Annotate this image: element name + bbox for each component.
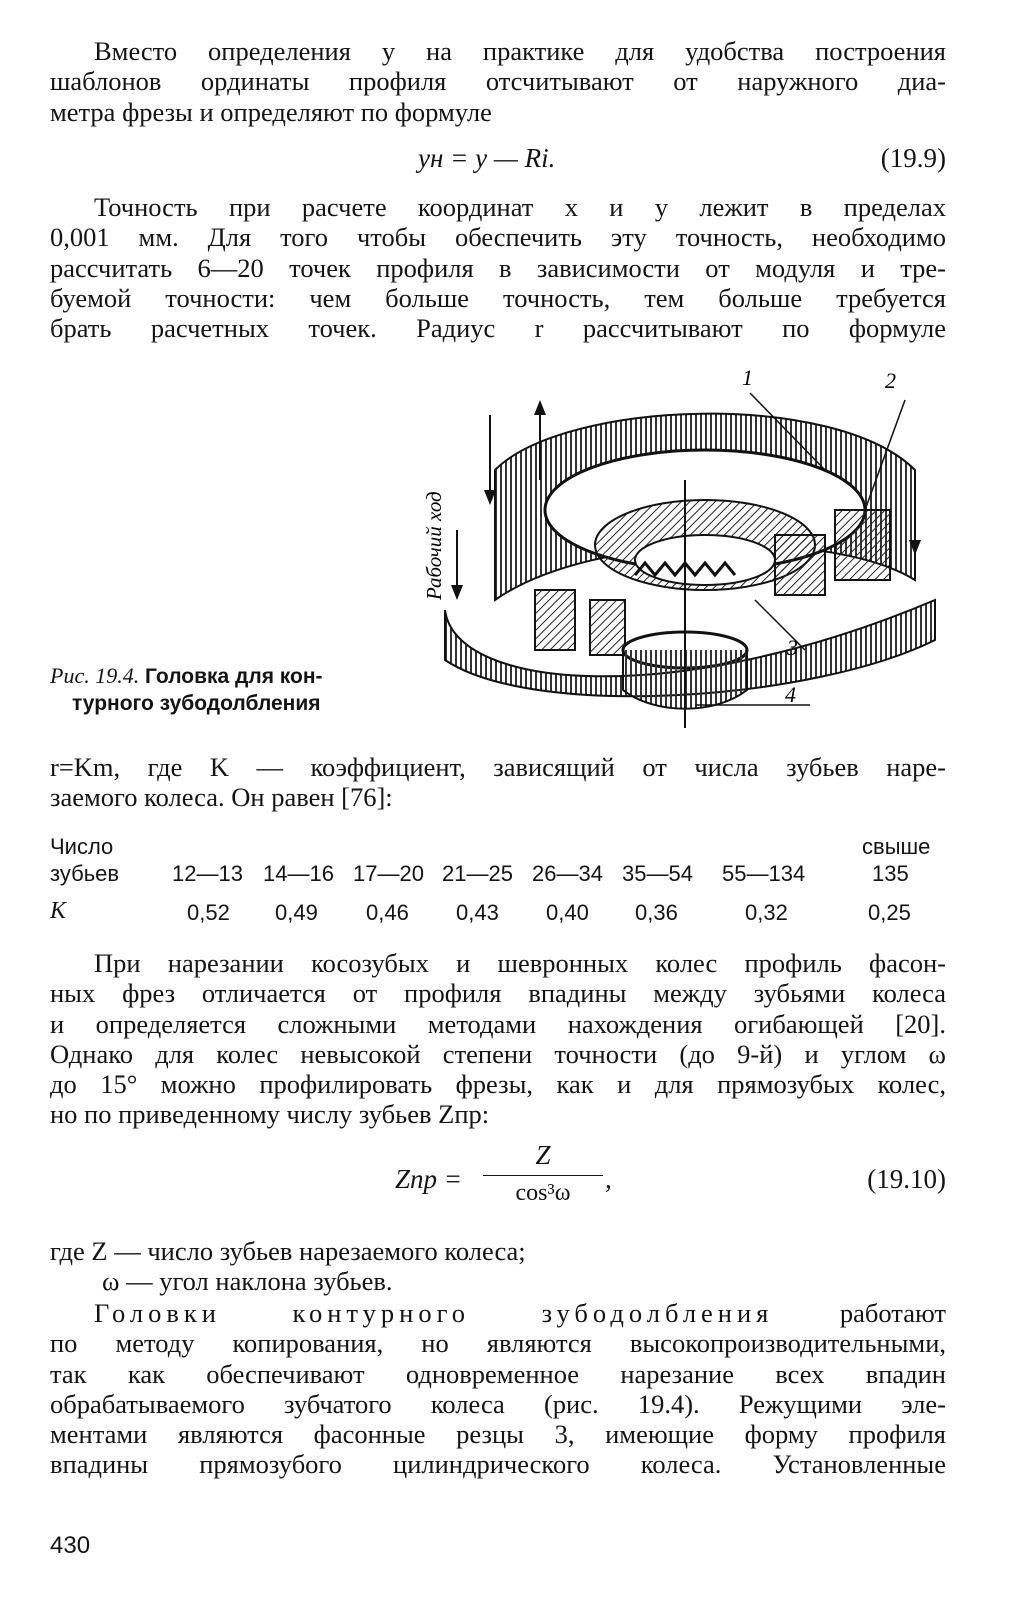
paragraph-intro — [50, 36, 946, 127]
paragraph-accuracy — [50, 192, 946, 343]
spaced-lead: Головки контурного зубодолбления — [94, 1298, 774, 1328]
text-line: до 15° можно профилировать фрезы, как и для прямозубых колес, — [50, 1069, 946, 1100]
table-cell: 0,32 — [745, 900, 788, 925]
text-line: заемого колеса. Он равен [76]: — [50, 782, 393, 813]
equation-denominator: cos³ω — [515, 1180, 571, 1206]
text-line: Однако для колес невысокой степени точности (до 9-й) и углом ω — [50, 1038, 946, 1069]
text-line: ω — угол наклона зубьев. — [102, 1266, 393, 1297]
text-line: ных фрез отличается от профиля впадины между зубьями колеса — [50, 978, 946, 1009]
where-block — [50, 1236, 946, 1297]
side-label-working-stroke: Рабочий ход — [422, 491, 446, 600]
equation-numerator: Z — [535, 1140, 551, 1170]
text-line: ментами являются фасонные резцы 3, имеющие форму профиля — [50, 1419, 946, 1450]
table-cell: 0,36 — [635, 900, 678, 925]
table-cell: 26—34 — [532, 861, 603, 886]
equation-19-9: yн = y — Ri. — [418, 143, 556, 173]
text-line: 0,001 мм. Для того чтобы обеспечить эту точность, необходимо — [50, 222, 946, 253]
text-line: метра фрезы и определяют по формуле — [50, 96, 492, 127]
paragraph-helical-gears — [50, 948, 946, 1130]
table-cell: 0,40 — [546, 900, 589, 925]
figure-caption — [50, 662, 323, 717]
text-line: обрабатываемого зубчатого колеса (рис. 19.4). Режущими эле- — [50, 1388, 946, 1419]
callout-2: 2 — [885, 368, 896, 393]
text-line: по методу копирования, но являются высокопроизводительными, — [50, 1328, 946, 1359]
callout-3: 3 — [787, 635, 798, 660]
caption-line: турного зубодолбления — [72, 692, 321, 715]
text-fragment: работают — [839, 1298, 946, 1328]
paragraph-radius-formula — [50, 752, 946, 813]
table-cell: 35—54 — [622, 861, 693, 886]
row-label: Число — [50, 834, 114, 859]
text-line: Вместо определения у на практике для удобства построения — [94, 36, 946, 66]
equation-number-19-10: (19.10) — [867, 1164, 946, 1194]
table-cell: свыше — [862, 834, 931, 859]
table-cell: 0,43 — [456, 900, 499, 925]
figure-cutting-head — [415, 360, 945, 730]
table-cell: 14—16 — [263, 861, 334, 886]
cutting-head-illustration — [415, 360, 945, 730]
table-cell: 135 — [872, 861, 909, 886]
text-line: Точность при расчете координат x и y лежит в пределах — [94, 192, 946, 222]
equation-number-19-9: (19.9) — [880, 143, 946, 173]
equation-tail: , — [605, 1164, 612, 1194]
text-line: шаблонов ординаты профиля отсчитывают от наружного диа- — [50, 66, 946, 97]
text-line: впадины прямозубого цилиндрического колеса. Установленные — [50, 1449, 946, 1480]
text-line: брать расчетных точек. Радиус r рассчитывают по формуле — [50, 313, 946, 344]
table-cell: 55—134 — [722, 861, 806, 886]
text-line: r=Km, где K — коэффициент, зависящий от числа зубьев наре- — [50, 752, 946, 782]
table-cell: 0,46 — [366, 900, 409, 925]
row-label: зубьев — [50, 861, 120, 886]
callout-4: 4 — [785, 682, 796, 707]
text-line: где Z — число зубьев нарезаемого колеса; — [50, 1236, 526, 1266]
text-line: буемой точности: чем больше точность, тем больше требуется — [50, 282, 946, 313]
fraction-bar — [483, 1175, 603, 1176]
table-cell: 0,49 — [275, 900, 318, 925]
text-line: и определяется сложными методами нахождения огибающей [20]. — [50, 1008, 946, 1039]
table-cell: 0,52 — [187, 900, 230, 925]
table-cell: 0,25 — [868, 900, 911, 925]
text-line: рассчитать 6—20 точек профиля в зависимости от модуля и тре- — [50, 252, 946, 283]
table-cell: 12—13 — [172, 861, 243, 886]
table-cell: 21—25 — [442, 861, 513, 886]
row-label: K — [50, 898, 67, 924]
text-line — [50, 1298, 946, 1328]
page-number: 430 — [50, 1532, 91, 1559]
text-line: При нарезании косозубых и шевронных колес профиль фасон- — [94, 948, 946, 978]
table-cell: 17—20 — [353, 861, 424, 886]
equation-lhs: Zпр = — [395, 1164, 462, 1194]
text-line: так как обеспечивают одновременное нарезание всех впадин — [50, 1358, 946, 1389]
caption-line: Головка для кон- — [145, 665, 323, 688]
text-line: но по приведенному числу зубьев Zпр: — [50, 1099, 490, 1130]
paragraph-contour-heads — [50, 1298, 946, 1480]
callout-1: 1 — [742, 365, 753, 390]
caption-number: Рис. 19.4. — [50, 663, 140, 688]
